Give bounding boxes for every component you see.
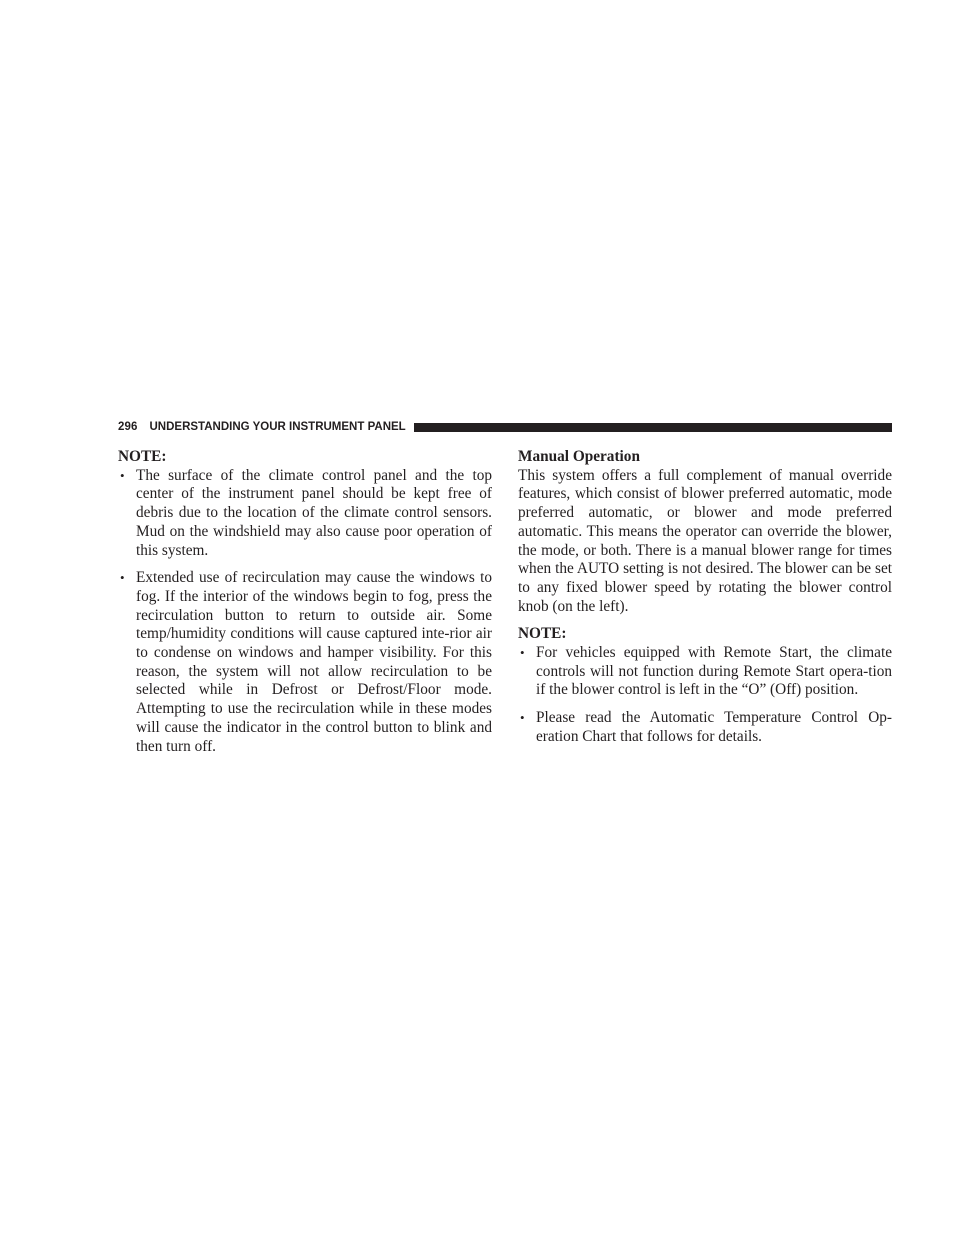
list-item-text: For vehicles equipped with Remote Start, the climate controls will not function during Remote Start opera-tion if the blower control is left in the “O” (Off) position. [536, 644, 892, 699]
bullet-icon: • [120, 467, 125, 483]
list-item [518, 709, 892, 746]
list-item-text: Please read the Automatic Temperature Control Op-eration Chart that follows for details. [536, 709, 892, 745]
bullet-icon: • [120, 570, 125, 586]
list-item [118, 467, 492, 561]
section-heading: Manual Operation [518, 448, 640, 465]
list-item [518, 644, 892, 700]
bullet-icon: • [520, 710, 525, 726]
right-column [518, 448, 892, 756]
note-list [118, 467, 492, 757]
list-item [118, 569, 492, 756]
left-column [118, 448, 492, 765]
note-list [518, 644, 892, 747]
section-title: UNDERSTANDING YOUR INSTRUMENT PANEL [149, 421, 406, 433]
bullet-icon: • [520, 645, 525, 661]
page-header [118, 419, 892, 435]
header-rule [414, 423, 892, 432]
note-label: NOTE: [118, 448, 167, 465]
body-paragraph: This system offers a full complement of manual override features, which consist of blower preferred automatic, mode preferred automatic, or blower and mode preferred automatic. This means the operator can override the blower, the mode, or both. There is a manual blower range for times when the AUTO setting is not desired. The blower can be set to any fixed blower speed by rotating the blower control knob (on the left). [518, 466, 892, 615]
note-label: NOTE: [518, 625, 567, 643]
page-number: 296 [118, 421, 138, 433]
list-item-text: Extended use of recirculation may cause the windows to fog. If the interior of the windows begin to fog, press the recirculation button to return to outside air. Some temp/humidity conditions will cause captured inte-rior air to condense on windows and hamper visibility. For this reason, the system will not allow recirculation to be selected while in Defrost or Defrost/Floor mode. Attempting to use the recirculation while in these modes will cause the indicator in the control button to blink and then turn off. [136, 569, 492, 755]
list-item-text: The surface of the climate control panel and the top center of the instrument panel should be kept free of debris due to the location of the climate control sensors. Mud on the windshield may also cause poor operation of this system. [136, 466, 492, 559]
